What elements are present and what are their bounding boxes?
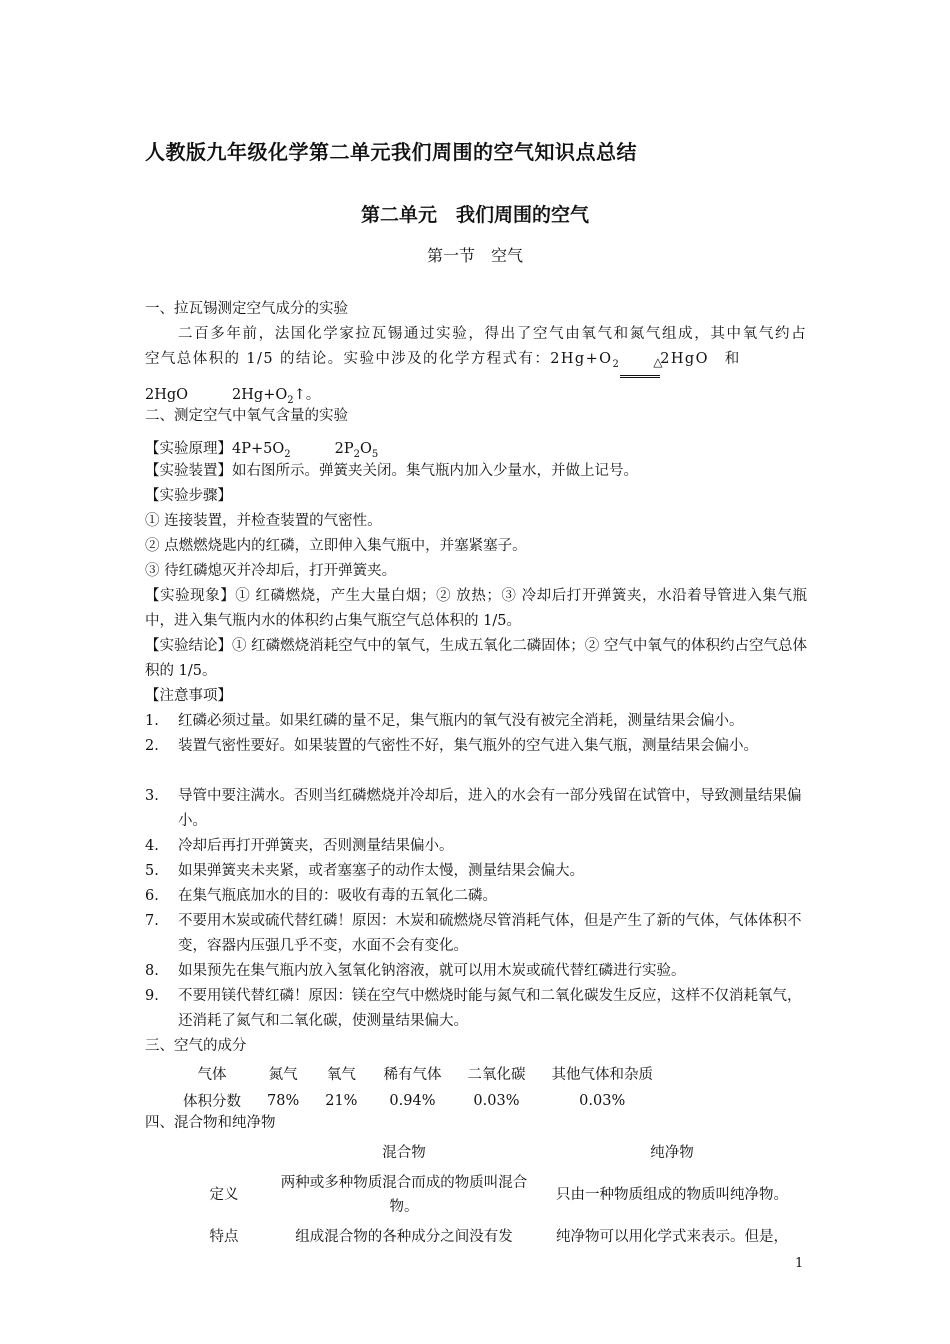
eq1-right: 2HgO bbox=[660, 351, 709, 367]
document-title: 人教版九年级化学第二单元我们周围的空气知识点总结 bbox=[145, 140, 637, 164]
note-text: 冷却后再打开弹簧夹，否则测量结果偏小。 bbox=[178, 838, 454, 854]
table-cell: 特点 bbox=[209, 1229, 239, 1245]
table-cell: 21% bbox=[325, 1092, 358, 1109]
s1-paragraph-text: 二百多年前，法国化学家拉瓦锡通过实验，得出了空气由氧气和氮气组成，其中氧气约占空气总体积的 1/5 的结论。实验中涉及的化学方程式有： bbox=[145, 326, 807, 367]
table-cell: 纯净物可以用化学式来表示。但是， bbox=[556, 1229, 788, 1245]
eq1-sub: 2 bbox=[612, 359, 621, 370]
page-number: 1 bbox=[795, 1256, 804, 1271]
steps-label: 【实验步骤】 bbox=[145, 488, 232, 504]
principle-left: 4P+5O bbox=[232, 441, 285, 457]
note-number: 4. bbox=[145, 838, 159, 854]
s4-heading: 四、混合物和纯净物 bbox=[145, 1115, 276, 1131]
note-number: 7. bbox=[145, 913, 159, 929]
table-cell: 78% bbox=[267, 1092, 300, 1109]
notes-label: 【注意事项】 bbox=[145, 688, 232, 704]
air-composition-table bbox=[170, 1060, 666, 1114]
note-text: 如果预先在集气瓶内放入氢氧化钠溶液，就可以用木炭或硫代替红磷进行实验。 bbox=[178, 963, 686, 979]
table-cell: 稀有气体 bbox=[383, 1067, 442, 1083]
table-cell: 0.03% bbox=[579, 1092, 626, 1109]
note-text: 红磷必须过量。如果红磷的量不足，集气瓶内的氧气没有被完全消耗，测量结果会偏小。 bbox=[178, 713, 744, 729]
s1-paragraph bbox=[145, 322, 807, 378]
and-word: 和 bbox=[724, 351, 741, 367]
step-item: ③ 待红磷熄灭并冷却后，打开弹簧夹。 bbox=[145, 563, 397, 579]
table-cell: 纯净物 bbox=[650, 1145, 694, 1161]
table-cell: 二氧化碳 bbox=[467, 1067, 526, 1083]
section-title: 第一节 空气 bbox=[426, 246, 523, 265]
table-cell: 其他气体和杂质 bbox=[551, 1067, 653, 1083]
note-text: 在集气瓶底加水的目的：吸收有毒的五氧化二磷。 bbox=[178, 888, 497, 904]
table-cell: 混合物 bbox=[382, 1145, 426, 1161]
note-number: 8. bbox=[145, 963, 159, 979]
table-row bbox=[170, 1060, 666, 1087]
table-cell: 0.03% bbox=[473, 1092, 520, 1109]
eq2-sub: 2 bbox=[287, 395, 294, 406]
s2-heading: 二、测定空气中氧气含量的实验 bbox=[145, 408, 348, 424]
note-text: 如果弹簧夹未夹紧，或者塞塞子的动作太慢，测量结果会偏大。 bbox=[178, 863, 584, 879]
note-text: 导管中要注满水。否则当红磷燃烧并冷却后，进入的水会有一部分残留在试管中，导致测量结果偏小。 bbox=[178, 788, 802, 829]
s1-heading: 一、拉瓦锡测定空气成分的实验 bbox=[145, 301, 348, 317]
principle-right-a: 2P bbox=[334, 441, 354, 457]
principle-label: 【实验原理】 bbox=[145, 441, 232, 457]
s3-heading: 三、空气的成分 bbox=[145, 1038, 247, 1054]
eq2-end: ↑。 bbox=[293, 387, 321, 403]
eq2-left: 2HgO bbox=[145, 387, 189, 403]
table-cell: 气体 bbox=[197, 1067, 227, 1083]
principle-sub: 2 bbox=[284, 449, 291, 460]
note-number: 6. bbox=[145, 888, 159, 904]
table-cell: 体积分数 bbox=[183, 1094, 241, 1110]
eq1-left: 2Hg+O bbox=[550, 351, 613, 367]
step-item: ② 点燃燃烧匙内的红磷，立即伸入集气瓶中，并塞紧塞子。 bbox=[145, 538, 527, 554]
note-number: 5. bbox=[145, 863, 159, 879]
table-cell: 只由一种物质组成的物质叫纯净物。 bbox=[556, 1187, 788, 1203]
table-cell bbox=[180, 1138, 268, 1168]
table-cell: 组成混合物的各种成分之间没有发 bbox=[295, 1229, 513, 1245]
note-number: 3. bbox=[145, 788, 159, 804]
step-item: ① 连接装置，并检查装置的气密性。 bbox=[145, 513, 382, 529]
table-cell: 0.94% bbox=[389, 1092, 436, 1109]
heat-condition-icon: △ bbox=[620, 355, 660, 378]
table-cell: 氮气 bbox=[268, 1067, 298, 1083]
unit-title: 第二单元 我们周围的空气 bbox=[360, 204, 589, 226]
table-cell: 定义 bbox=[209, 1187, 239, 1203]
phenomenon-paragraph: 【实验现象】① 红磷燃烧，产生大量白烟；② 放热；③ 冷却后打开弹簧夹，水沿着导管进入集气瓶中，进入集气瓶内水的体积约占集气瓶空气总体积的 1/5。 bbox=[145, 588, 807, 629]
eq2-right: 2Hg+O bbox=[232, 387, 288, 403]
table-cell: 氧气 bbox=[326, 1067, 356, 1083]
apparatus-line: 【实验装置】如右图所示。弹簧夹关闭。集气瓶内加入少量水，并做上记号。 bbox=[145, 463, 638, 479]
table-row bbox=[170, 1087, 666, 1114]
note-text: 不要用木炭或硫代替红磷！原因：木炭和硫燃烧尽管消耗气体，但是产生了新的气体，气体体积不变，容器内压强几乎不变，水面不会有变化。 bbox=[178, 913, 802, 954]
note-text: 装置气密性要好。如果装置的气密性不好，集气瓶外的空气进入集气瓶，测量结果会偏小。 bbox=[178, 738, 758, 754]
note-number: 1. bbox=[145, 713, 159, 729]
conclusion-paragraph: 【实验结论】① 红磷燃烧消耗空气中的氧气，生成五氧化二磷固体；② 空气中氧气的体积约占空气总体积的 1/5。 bbox=[145, 638, 807, 679]
principle-sub-b: 5 bbox=[371, 449, 379, 460]
principle-sub-a: 2 bbox=[353, 449, 360, 460]
table-row bbox=[180, 1138, 804, 1168]
table-row bbox=[180, 1168, 804, 1222]
table-row bbox=[180, 1222, 804, 1252]
table-cell: 两种或多种物质混合而成的物质叫混合物。 bbox=[280, 1175, 528, 1215]
principle-right-b: O bbox=[359, 441, 372, 457]
note-number: 2. bbox=[145, 738, 159, 754]
note-text: 不要用镁代替红磷！原因：镁在空气中燃烧时能与氮气和二氧化碳发生反应，这样不仅消耗氧气，还消耗了氮气和二氧化碳，使测量结果偏大。 bbox=[178, 988, 802, 1029]
note-number: 9. bbox=[145, 988, 159, 1004]
mixture-pure-table bbox=[180, 1138, 804, 1252]
